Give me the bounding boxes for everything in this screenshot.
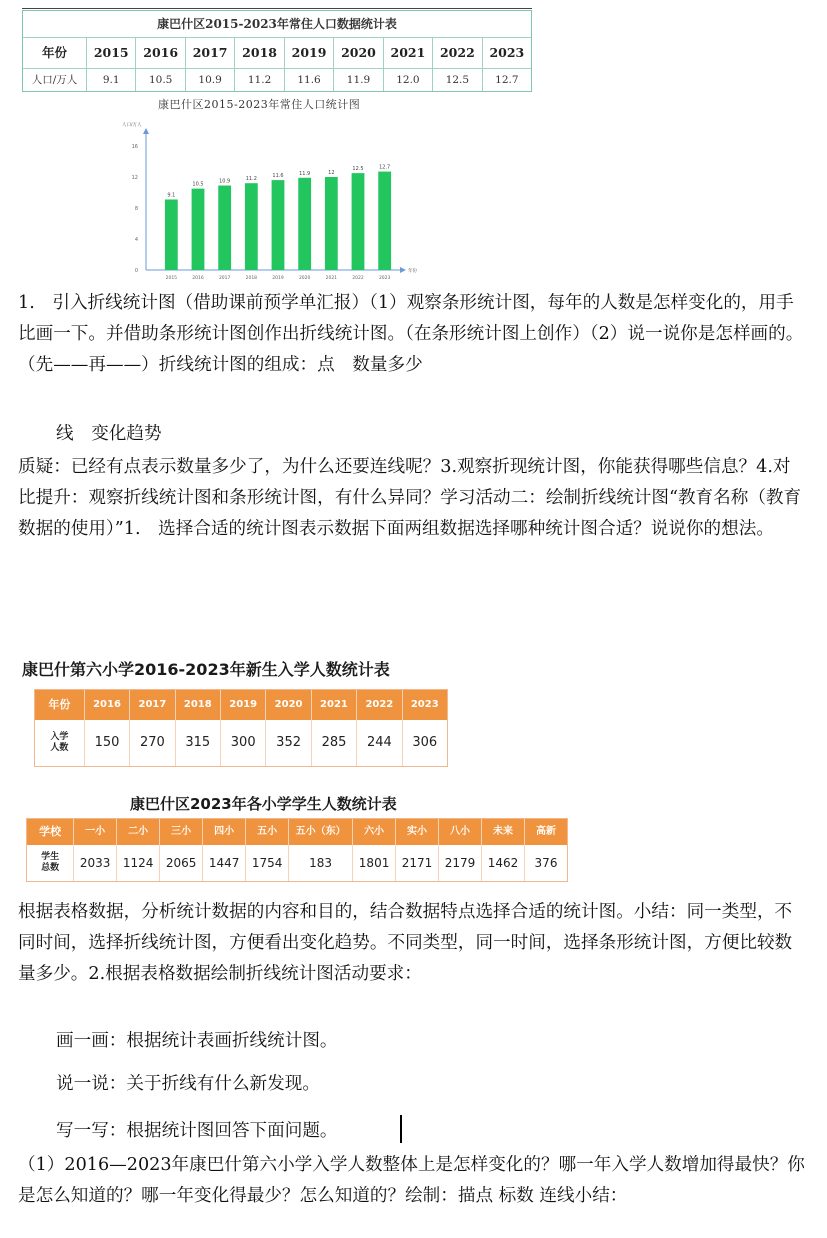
year-cell: 2021 [384, 38, 433, 69]
population-table-row [23, 69, 531, 91]
value-cell: 1447 [203, 845, 246, 881]
row-label [27, 845, 74, 881]
bar [192, 189, 205, 270]
x-tick-label: 2022 [352, 276, 364, 281]
value-cell: 12.7 [495, 74, 519, 86]
school-cell: 实小 [396, 819, 439, 845]
y-tick-label: 16 [131, 144, 138, 150]
value-cell: 1124 [117, 845, 160, 881]
year-cell: 2017 [186, 38, 235, 69]
paragraph-1: 1. 引入折线统计图（借助课前预学单汇报）（1）观察条形统计图，每年的人数是怎样变化的，用手比画一下。并借助条形统计图创作出折线统计图。（在条形统计图上创作）（2）说一说你是怎样画的。（先——再——）折线统计图的组成：点 数量多少 [18, 293, 804, 375]
paragraph-7: 写一写：根据统计图回答下面问题。 [56, 1121, 338, 1141]
paragraph-6: 说一说：关于折线有什么新发现。 [56, 1074, 320, 1094]
year-cell: 2015 [87, 38, 136, 69]
header-label: 年份 [23, 38, 87, 69]
bar [245, 183, 258, 270]
x-tick-label: 2016 [192, 276, 204, 281]
value-cell: 11.2 [235, 69, 284, 91]
value-cell: 315 [176, 720, 221, 766]
bar-value-label: 12.7 [379, 164, 391, 171]
school-cell: 一小 [74, 819, 117, 845]
bar [378, 172, 391, 270]
school-cell: 高新 [525, 819, 567, 845]
school-cell: 三小 [160, 819, 203, 845]
bar [165, 199, 178, 270]
value-cell: 10.9 [186, 69, 235, 91]
bar [298, 178, 311, 270]
year-cell: 2017 [130, 690, 175, 720]
paragraph-8: （1）2016—2023年康巴什第六小学入学人数整体上是怎样变化的？哪一年入学人数增加得最快？你是怎么知道的？哪一年变化得最少？怎么知道的？绘制：描点 标数 连线小结： [18, 1155, 805, 1206]
school-cell: 未来 [482, 819, 525, 845]
x-axis-label: 年份 [408, 269, 417, 274]
paragraph-4: 根据表格数据，分析统计数据的内容和目的，结合数据特点选择合适的统计图。小结：同一类型，不同时间，选择折线统计图，方便看出变化趋势。不同类型，同一时间，选择条形统计图，方便比较数量多少。2.根据表格数据绘制折线统计图活动要求： [18, 902, 793, 984]
x-tick-label: 2015 [165, 276, 178, 281]
row-label-text: 学生总数 [41, 852, 60, 873]
bar-value-label: 12 [328, 170, 335, 176]
value-cell: 1801 [353, 845, 396, 881]
value-cell: 10.5 [136, 69, 185, 91]
x-tick-label: 2021 [325, 276, 338, 281]
bar-value-label: 11.9 [299, 170, 311, 177]
school-table [26, 818, 568, 882]
y-tick-label: 12 [131, 175, 138, 181]
x-tick-label: 2023 [378, 276, 391, 281]
value-cell: 2179 [439, 845, 482, 881]
value-cell: 270 [130, 720, 175, 766]
paragraph-3: 质疑：已经有点表示数量多少了，为什么还要连线呢？3.观察折现统计图，你能获得哪些信息？4.对比提升：观察折线统计图和条形统计图，有什么异同？学习活动二：绘制折线统计图“教育名称（教育数据的使用）”1. 选择合适的统计图表示数据下面两组数据选择哪种统计图合适？说说你的想法。 [18, 457, 802, 539]
value-cell: 300 [221, 720, 266, 766]
x-tick-label: 2019 [272, 276, 284, 281]
y-tick-label: 0 [134, 268, 138, 274]
top-rule [22, 8, 532, 9]
year-cell: 2023 [483, 38, 531, 69]
year-cell: 2018 [176, 690, 221, 720]
value-cell: 1754 [246, 845, 289, 881]
year-cell: 2022 [433, 38, 482, 69]
school-table-header [27, 819, 567, 845]
value-cell: 2065 [160, 845, 203, 881]
text-cursor[interactable] [400, 1115, 402, 1143]
x-axis-arrow [400, 267, 406, 273]
population-table-header [23, 38, 531, 69]
value-cell: 306 [412, 735, 438, 750]
school-cell: 六小 [353, 819, 396, 845]
enroll-table-header [35, 690, 447, 720]
bar [325, 177, 338, 270]
bar-value-label: 11.6 [272, 173, 284, 180]
header-label: 学校 [27, 819, 74, 845]
bar-value-label: 10.9 [219, 178, 231, 185]
bar [272, 180, 285, 270]
value-cell: 12.5 [433, 69, 482, 91]
year-cell: 2016 [85, 690, 130, 720]
y-axis-arrow [143, 128, 149, 134]
value-cell: 244 [357, 720, 402, 766]
year-cell: 2019 [285, 38, 334, 69]
population-table-title: 康巴什区2015-2023年常住人口数据统计表 [23, 11, 531, 38]
value-cell: 285 [312, 720, 357, 766]
y-tick-label: 8 [134, 206, 138, 212]
bar [218, 186, 231, 270]
row-label-text: 入学人数 [50, 732, 69, 753]
header-label: 年份 [35, 690, 85, 720]
bar-value-label: 10.5 [192, 181, 204, 188]
value-cell: 12.0 [384, 69, 433, 91]
bar-value-label: 9.1 [167, 192, 176, 199]
bar [352, 173, 365, 270]
bar-value-label: 12.5 [352, 166, 364, 173]
enroll-table-title: 康巴什第六小学2016-2023年新生入学人数统计表 [22, 660, 390, 679]
year-cell: 2020 [334, 38, 383, 69]
year-cell: 2016 [136, 38, 185, 69]
x-tick-label: 2020 [298, 276, 311, 281]
population-table [22, 10, 532, 92]
paragraph-5: 画一画：根据统计表画折线统计图。 [56, 1031, 338, 1051]
year-cell: 2023 [403, 690, 447, 720]
x-tick-label: 2017 [218, 276, 231, 281]
y-axis-label: 人口/万人 [122, 123, 142, 128]
year-cell: 2021 [312, 690, 357, 720]
row-label: 人口/万人 [23, 69, 87, 91]
enroll-table-row [35, 720, 447, 766]
school-cell: 五小（东） [289, 819, 353, 845]
paragraph-2: 线 变化趋势 [56, 424, 162, 444]
y-tick-label: 4 [134, 237, 138, 243]
value-cell: 11.9 [334, 69, 383, 91]
value-cell: 2033 [74, 845, 117, 881]
value-cell: 1462 [482, 845, 525, 881]
bar-value-label: 11.2 [245, 176, 257, 183]
school-table-row [27, 845, 567, 881]
year-cell: 2022 [357, 690, 402, 720]
value-cell: 376 [534, 856, 558, 870]
x-tick-label: 2018 [245, 276, 258, 281]
chart-title: 康巴什区2015-2023年常住人口统计图 [158, 98, 361, 111]
school-table-title: 康巴什区2023年各小学学生人数统计表 [130, 795, 397, 813]
population-bar-chart [120, 112, 420, 287]
value-cell: 150 [85, 720, 130, 766]
school-cell: 五小 [246, 819, 289, 845]
value-cell: 11.6 [285, 69, 334, 91]
school-cell: 四小 [203, 819, 246, 845]
value-cell: 9.1 [87, 69, 136, 91]
value-cell: 352 [266, 720, 311, 766]
year-cell: 2020 [266, 690, 311, 720]
enroll-table [34, 689, 448, 767]
year-cell: 2018 [235, 38, 284, 69]
value-cell: 2171 [396, 845, 439, 881]
value-cell: 183 [289, 845, 353, 881]
school-cell: 八小 [439, 819, 482, 845]
school-cell: 二小 [117, 819, 160, 845]
row-label [35, 720, 85, 766]
year-cell: 2019 [221, 690, 266, 720]
